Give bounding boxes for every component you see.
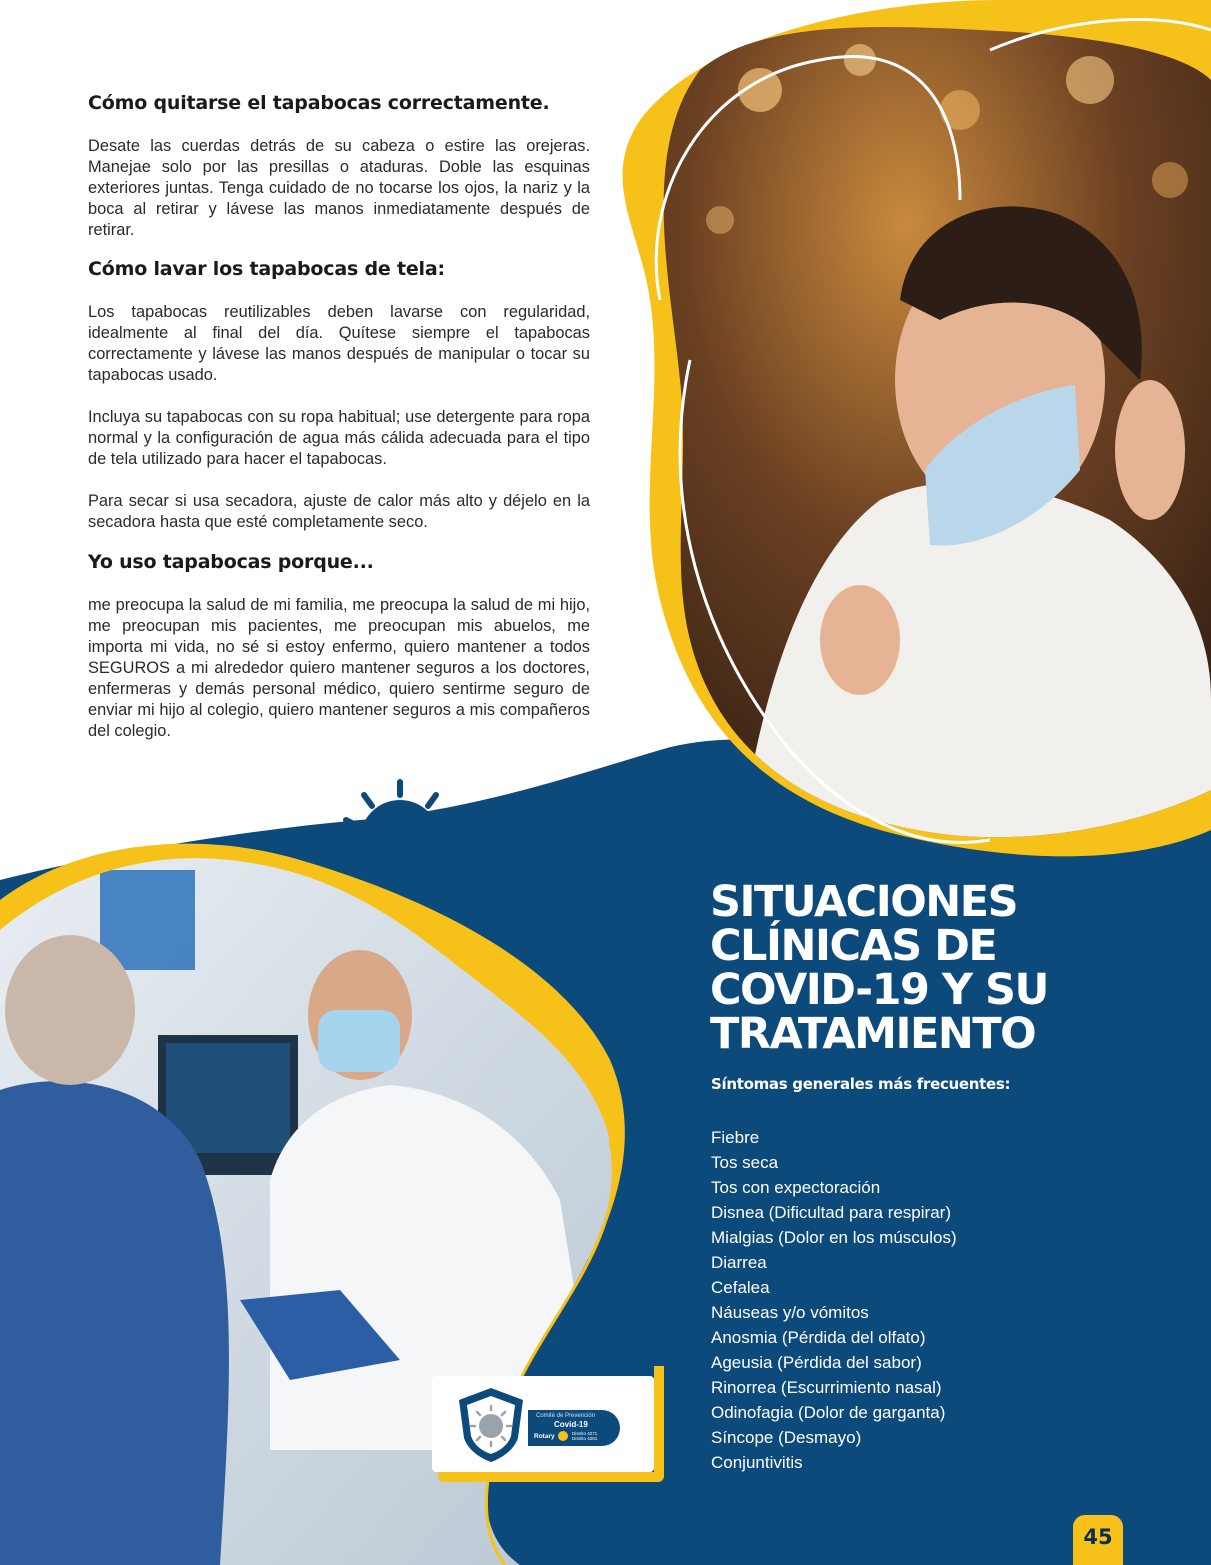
section-paragraph: Para secar si usa secadora, ajuste de calor más alto y déjelo en la secadora hasta que esté completamente seco. xyxy=(88,492,590,531)
list-item: Fiebre xyxy=(711,1128,760,1147)
section-body: Desate las cuerdas detrás de su cabeza o estire las orejeras. Manejae solo por las presillas o ataduras. Doble las esquinas exteriores juntas. Tenga cuidado de no tocarse los ojos, la nariz y la boca al retirar y lávese las manos inmediatamente después de retirar. xyxy=(88,137,590,239)
symptoms-subtitle: Síntomas generales más frecuentes: xyxy=(711,1075,1011,1093)
section-paragraph: Los tapabocas reutilizables deben lavarse con regularidad, idealmente al final del día. Quítese siempre el tapabocas correctamente y lávese las manos después de manipular o tocar su tapabocas usado. xyxy=(88,303,590,384)
list-item: Síncope (Desmayo) xyxy=(711,1428,862,1447)
list-item: Anosmia (Pérdida del olfato) xyxy=(711,1328,926,1347)
logo-districts xyxy=(572,1431,597,1441)
logo-brand: Rotary xyxy=(534,1433,555,1440)
section-heading: Cómo lavar los tapabocas de tela: xyxy=(88,258,445,280)
section-wash-mask xyxy=(88,258,590,533)
list-item: Disnea (Dificultad para respirar) xyxy=(711,1203,951,1222)
section-why-mask xyxy=(88,551,590,742)
list-item: Mialgias (Dolor en los músculos) xyxy=(711,1228,957,1247)
list-item: Tos seca xyxy=(711,1153,779,1172)
section-heading: Yo uso tapabocas porque... xyxy=(88,551,374,573)
page-number-badge xyxy=(1073,1515,1123,1565)
logo-line1: Comité de Prevención xyxy=(536,1413,596,1419)
title-line: COVID-19 Y SU xyxy=(710,965,1048,1015)
list-item: Cefalea xyxy=(711,1278,770,1297)
list-item: Diarrea xyxy=(711,1253,767,1272)
logo-district1: Distrito 4271 xyxy=(572,1431,598,1436)
title-line: SITUACIONES xyxy=(710,877,1018,927)
list-item: Tos con expectoración xyxy=(711,1178,881,1197)
list-item: Náuseas y/o vómitos xyxy=(711,1303,869,1322)
list-item: Conjuntivitis xyxy=(711,1453,803,1472)
rotary-wheel-icon xyxy=(558,1431,568,1441)
logo-line2: Covid-19 xyxy=(554,1420,588,1429)
list-item: Odinofagia (Dolor de garganta) xyxy=(711,1403,946,1422)
clinical-title xyxy=(710,877,1150,1059)
logo-district2: Distrito 4281 xyxy=(572,1436,598,1441)
logo-banner xyxy=(528,1410,620,1446)
symptom-list xyxy=(711,1125,957,1475)
section-body: me preocupa la salud de mi familia, me preocupa la salud de mi hijo, me preocupan mis pacientes, me preocupan mis abuelos, me importa mi vida, no sé si estoy enfermo, quiero mantener a todos SEGUROS a mi alrededor quiero mantener seguros a los doctores, enfermeras y demás personal médico, quiero sentirme seguro de enviar mi hijo al colegio, quiero mantener seguros a mis compañeros del colegio. xyxy=(88,596,590,740)
section-remove-mask xyxy=(88,92,590,241)
title-line: TRATAMIENTO xyxy=(710,1009,1036,1059)
list-item: Rinorrea (Escurrimiento nasal) xyxy=(711,1378,942,1397)
logo-card xyxy=(432,1376,654,1472)
list-item: Ageusia (Pérdida del sabor) xyxy=(711,1353,922,1372)
page-number: 45 xyxy=(1083,1525,1113,1549)
shield-logo-icon xyxy=(456,1386,526,1464)
section-heading: Cómo quitarse el tapabocas correctamente. xyxy=(88,92,550,114)
section-paragraph: Incluya su tapabocas con su ropa habitual; use detergente para ropa normal y la configuración de agua más cálida adecuada para el tipo de tela utilizado para hacer el tapabocas. xyxy=(88,408,590,468)
title-line: CLÍNICAS DE xyxy=(710,921,997,971)
